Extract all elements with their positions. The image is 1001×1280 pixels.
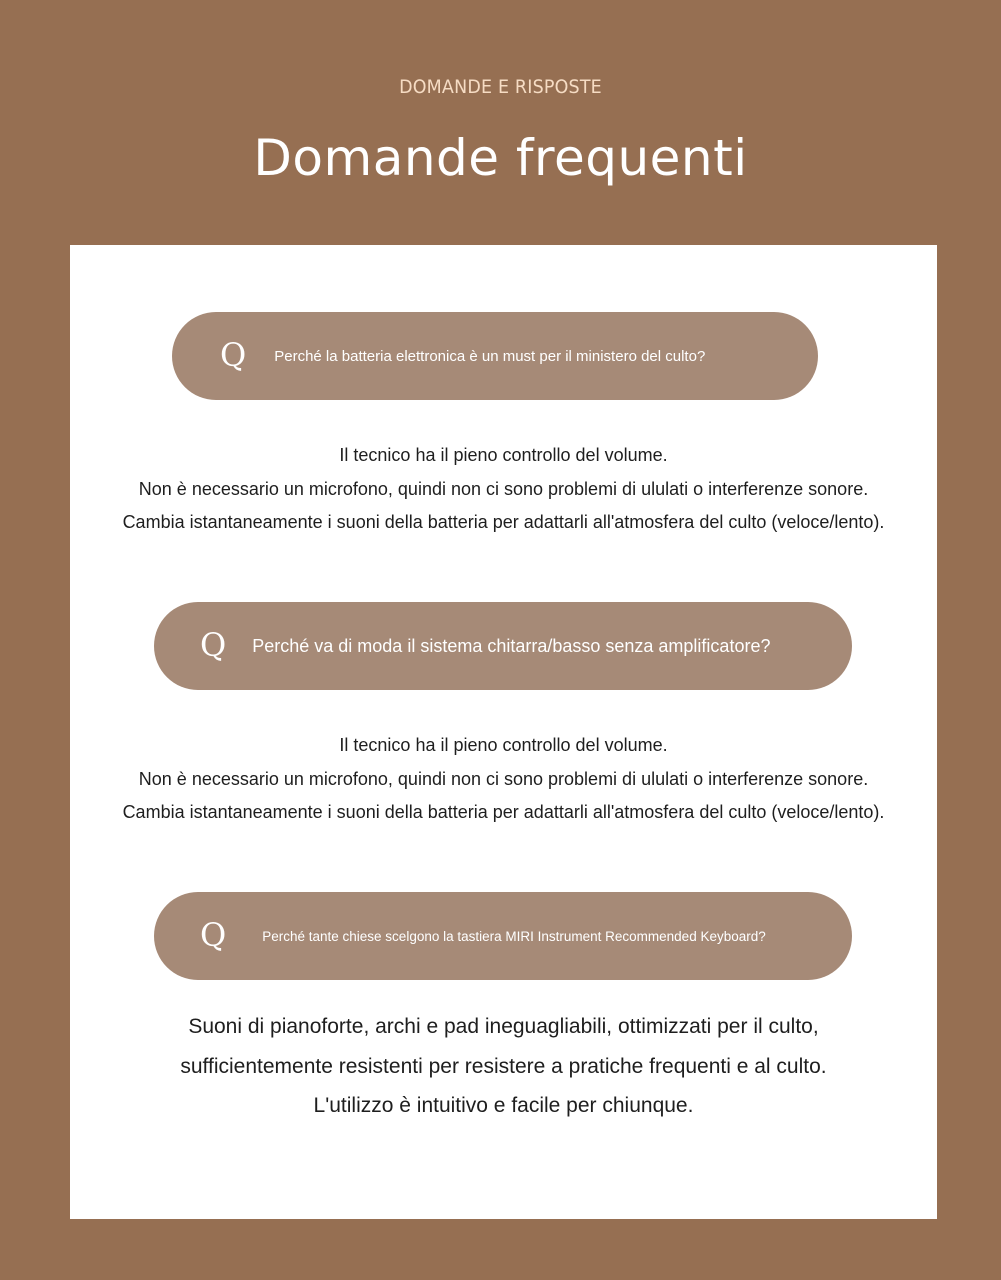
faq-question-1[interactable] <box>172 312 818 400</box>
answer-line: sufficientemente resistenti per resistere a pratiche frequenti e al culto. <box>180 1054 827 1078</box>
faq-card <box>70 245 937 1219</box>
faq-question-text: Perché la batteria elettronica è un must per il ministero del culto? <box>274 347 706 365</box>
faq-question-text: Perché tante chiese scelgono la tastiera MIRI Instrument Recommended Keyboard? <box>262 928 766 944</box>
answer-line: Non è necessario un microfono, quindi non ci sono problemi di ululati o interferenze sonore. <box>138 478 869 499</box>
faq-question-3[interactable] <box>154 892 852 980</box>
answer-line: Cambia istantaneamente i suoni della batteria per adattarli all'atmosfera del culto (veloce/lento). <box>122 512 885 532</box>
faq-question-2[interactable] <box>154 602 852 690</box>
answer-line: Il tecnico ha il pieno controllo del volume. <box>339 735 668 755</box>
question-mark-icon: Q <box>200 626 227 664</box>
answer-line: Cambia istantaneamente i suoni della batteria per adattarli all'atmosfera del culto (veloce/lento). <box>122 802 885 822</box>
answer-line: Non è necessario un microfono, quindi non ci sono problemi di ululati o interferenze sonore. <box>138 768 869 789</box>
answer-line: Il tecnico ha il pieno controllo del volume. <box>339 445 668 465</box>
question-mark-icon: Q <box>220 336 247 374</box>
page-title: Domande frequenti <box>253 129 748 187</box>
section-eyebrow: DOMANDE E RISPOSTE <box>399 76 602 98</box>
faq-answer-2 <box>70 729 937 830</box>
question-mark-icon: Q <box>200 916 227 954</box>
answer-line: L'utilizzo è intuitivo e facile per chiunque. <box>313 1094 694 1117</box>
faq-answer-3 <box>70 1007 937 1126</box>
faq-answer-1 <box>70 439 937 540</box>
faq-question-text: Perché va di moda il sistema chitarra/basso senza amplificatore? <box>252 635 771 656</box>
answer-line: Suoni di pianoforte, archi e pad ineguagliabili, ottimizzati per il culto, <box>188 1015 819 1038</box>
